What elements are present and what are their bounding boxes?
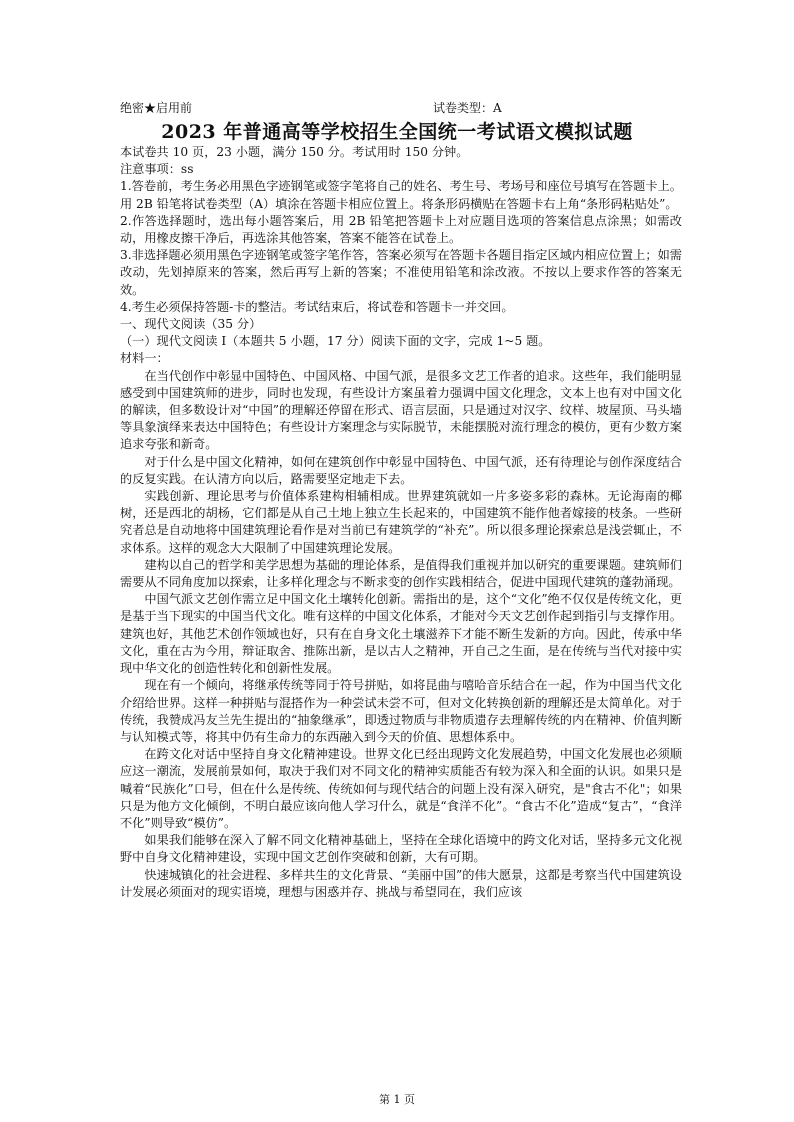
exam-summary: 本试卷共 10 页，23 小题，满分 150 分。考试用时 150 分钟。 [120,145,469,159]
passage-paragraph: 如果我们能够在深入了解不同文化精神基础上，坚持在全球化语境中的跨文化对话，坚持多元文化视野中自身文化精神建设，实现中国文艺创作突破和创新，大有可期。 [120,833,682,865]
note-item: 3.非选择题必须用黑色字迹钢笔或签字笔作答，答案必须写在答题卡各题目指定区域内相应位置上；如需改动，先划掉原来的答案，然后再写上新的答案；不准使用铅笔和涂改液。不按以上要求作答的答案无效。 [120,248,682,297]
passage-paragraph: 建构以自己的哲学和美学思想为基础的理论体系，是值得我们重视并加以研究的重要课题。建筑师们需要从不同角度加以探索，让多样化理念与不断求变的创作实践相结合，促进中国现代建筑的蓬勃涌现。 [120,557,682,590]
note-item: 2.作答选择题时，选出每小题答案后，用 2B 铅笔把答题卡上对应题目选项的答案信息点涂黑；如需改动，用橡皮擦干净后，再选涂其他答案，答案不能答在试卷上。 [120,213,682,246]
confidential-label: 绝密★启用前 [120,101,193,115]
passage-paragraph: 现在有一个倾向，将继承传统等同于符号拼贴，如将昆曲与嘻哈音乐结合在一起，作为中国当代文化介绍给世界。这样一种拼贴与混搭作为一种尝试未尝不可，但对文化转换创新的理解还是太简单化。对于传统，我赞成冯友兰先生提出的“抽象继承”，即透过物质与非物质遗存去理解传统的内在精神、价值判断与认知模式等，将其中仍有生命力的东西融入到今天的价值、思想体系中。 [120,678,682,744]
passage-paragraph: 在跨文化对话中坚持自身文化精神建设。世界文化已经出现跨文化发展趋势，中国文化发展也必须顺应这一潮流，发展前景如何，取决于我们对不同文化的精神实质能否有较为深入和全面的认识。如果只是喊着“民族化”口号，但在什么是传统、传统如何与现代结合的问题上没有深入研究，是"食古不化"；如果只是为他方文化倾倒，不明白最应该向他人学习什么，就是“食洋不化”。“食古不化”造成“复古”，“食洋不化”则导致“模仿”。 [120,747,682,830]
passage-paragraph: 快速城镇化的社会进程、多样共生的文化背景、“美丽中国”的伟大愿景，这都是考察当代中国建筑设计发展必须面对的现实语境，理想与困惑并存、挑战与希望同在，我们应该 [120,867,682,899]
passage-paragraph: 中国气派文艺创作需立足中国文化土壤转化创新。需指出的是，这个“文化”绝不仅仅是传统文化，更是基于当下现实的中国当代文化。唯有这样的中国文化体系，才能对今天文艺创作起到指引与支撑作用。建筑也好，其他艺术创作领域也好，只有在自身文化土壤滋养下才能不断生发新的方向。因此，传承中华文化，重在古为今用，辩证取舍、推陈出新，是以古人之精神，开自己之生面，是在传统与当代对接中实现中华文化的创造性转化和创新性发展。 [120,592,682,676]
exam-title: 2023 年普通高等学校招生全国统一考试语文模拟试题 [161,121,633,143]
section-heading: 一、现代文阅读（35 分） [120,317,262,332]
passage-paragraph: 在当代创作中彰显中国特色、中国风格、中国气派，是很多文艺工作者的追求。这些年，我们能明显感受到中国建筑师的进步，同时也发现，有些设计方案虽着力强调中国文化理念，文本上也有对中国文化的解读，但多数设计对“中国”的理解还停留在形式、语言层面，只是通过对汉字、纹样、坡屋顶、马头墙等具象演绎来表达中国特色；有些设计方案理念与实际脱节，未能摆脱对流行理念的模仿，更有少数方案追求夸张和新奇。 [120,368,682,452]
paper-type-label: 试卷类型：A [433,101,502,115]
passage-paragraph: 实践创新、理论思考与价值体系建构相辅相成。世界建筑就如一片多姿多彩的森林。无论海南的椰树，还是西北的胡杨，它们都是从自己土地上独立生长起来的，中国建筑不能作他者嫁接的枝条。一些研究者总是自动地将中国建筑理论看作是对当前已有建筑学的“补充”。所以很多理论探索总是浅尝辄止，不求体系。这样的观念大大限制了中国建筑理论发展。 [120,489,682,555]
notes-label: 注意事项：ss [120,162,194,177]
top-line [120,99,680,117]
passage-paragraph: 对于什么是中国文化精神，如何在建筑创作中彰显中国特色、中国气派，还有待理论与创作深度结合的反复实践。在认清方向以后，路需要坚定地走下去。 [120,454,682,486]
section-subheading: （一）现代文阅读 I（本题共 5 小题，17 分）阅读下面的文字，完成 1~5 题。 [120,334,551,349]
note-item: 1.答卷前，考生务必用黑色字迹钢笔或签字笔将自己的姓名、考生号、考场号和座位号填写在答题卡上。用 2B 铅笔将试卷类型（A）填涂在答题卡相应位置上。将条形码横贴在答题卡右上角“条形码粘贴处”。 [120,179,682,211]
page-number: 第 1 页 [379,1093,415,1106]
exam-content [120,144,682,901]
note-item: 4.考生必须保持答题-卡的整洁。考试结束后，将试卷和答题卡一并交回。 [120,299,514,314]
material-label: 材料一： [120,351,169,366]
